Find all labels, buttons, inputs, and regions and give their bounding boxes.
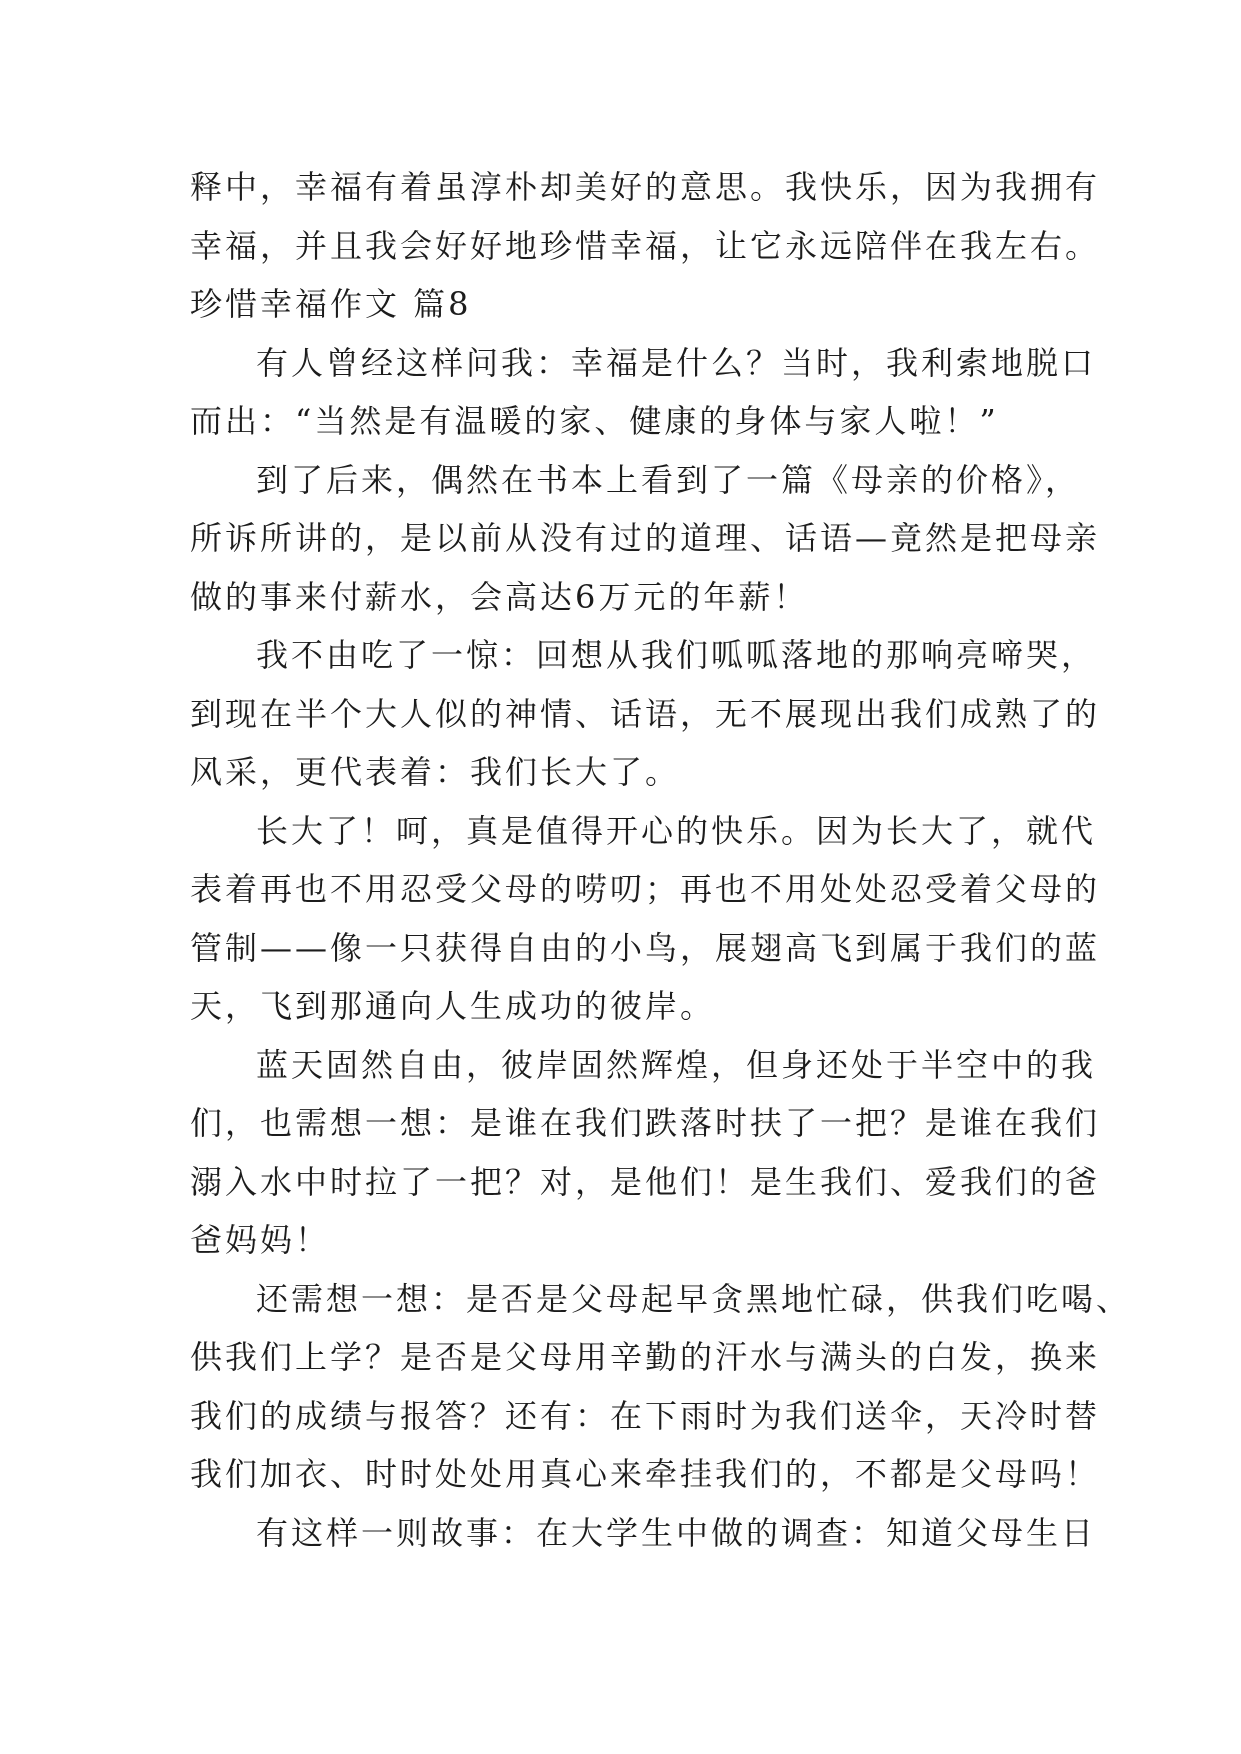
text-line: 溺入水中时拉了一把？对，是他们！是生我们、爱我们的爸 — [190, 1162, 1101, 1201]
paragraph — [190, 1036, 1101, 1270]
text-line: 我们加衣、时时处处用真心来牵挂我们的，不都是父母吗！ — [190, 1455, 1101, 1493]
text-line: 蓝天固然自由，彼岸固然辉煌，但身还处于半空中的我 — [256, 1045, 1097, 1084]
text-line: 到了后来，偶然在书本上看到了一篇《母亲的价格》， — [256, 460, 1081, 499]
paragraph — [190, 626, 1101, 802]
document-body — [190, 158, 1132, 1562]
paragraph — [190, 802, 1101, 1036]
text-line: 我们的成绩与报答？还有：在下雨时为我们送伞，天冷时替 — [190, 1396, 1101, 1435]
text-line: 管制——像一只获得自由的小鸟，展翅高飞到属于我们的蓝 — [190, 928, 1101, 967]
text-line: 长大了！呵，真是值得开心的快乐。因为长大了，就代 — [256, 811, 1097, 850]
text-line: 释中，幸福有着虽淳朴却美好的意思。我快乐，因为我拥有 — [190, 168, 1101, 206]
section-title: 珍惜幸福作文 篇8 — [190, 285, 472, 323]
text-line: 做的事来付薪水，会高达6万元的年薪！ — [190, 577, 809, 616]
paragraph — [190, 451, 1101, 627]
text-line: 供我们上学？是否是父母用辛勤的汗水与满头的白发，换来 — [190, 1338, 1101, 1376]
text-line: 我不由吃了一惊：回想从我们呱呱落地的那响亮啼哭， — [256, 636, 1097, 674]
text-line: 到现在半个大人似的神情、话语，无不展现出我们成熟了的 — [190, 694, 1101, 733]
text-line: 而出：“当然是有温暖的家、健康的身体与家人啦！” — [190, 402, 999, 440]
paragraph — [190, 1504, 1097, 1563]
text-line: 风采，更代表着：我们长大了。 — [190, 753, 681, 791]
text-line: 们，也需想一想：是谁在我们跌落时扶了一把？是谁在我们 — [190, 1104, 1101, 1142]
text-line: 天，飞到那通向人生成功的彼岸。 — [190, 987, 716, 1025]
text-line: 所诉所讲的，是以前从没有过的道理、话语—竟然是把母亲 — [190, 519, 1101, 557]
text-line: 还需想一想：是否是父母起早贪黑地忙碌，供我们吃喝、 — [256, 1279, 1132, 1318]
text-line: 有这样一则故事：在大学生中做的调查：知道父母生日 — [256, 1513, 1097, 1552]
paragraph — [190, 1270, 1132, 1504]
text-line: 幸福，并且我会好好地珍惜幸福，让它永远陪伴在我左右。 — [190, 226, 1101, 265]
text-line: 表着再也不用忍受父母的唠叨；再也不用处处忍受着父母的 — [190, 870, 1101, 908]
paragraph — [190, 334, 1097, 451]
text-line: 有人曾经这样问我：幸福是什么？当时，我利索地脱口 — [256, 343, 1097, 382]
text-line: 爸妈妈！ — [190, 1221, 331, 1259]
